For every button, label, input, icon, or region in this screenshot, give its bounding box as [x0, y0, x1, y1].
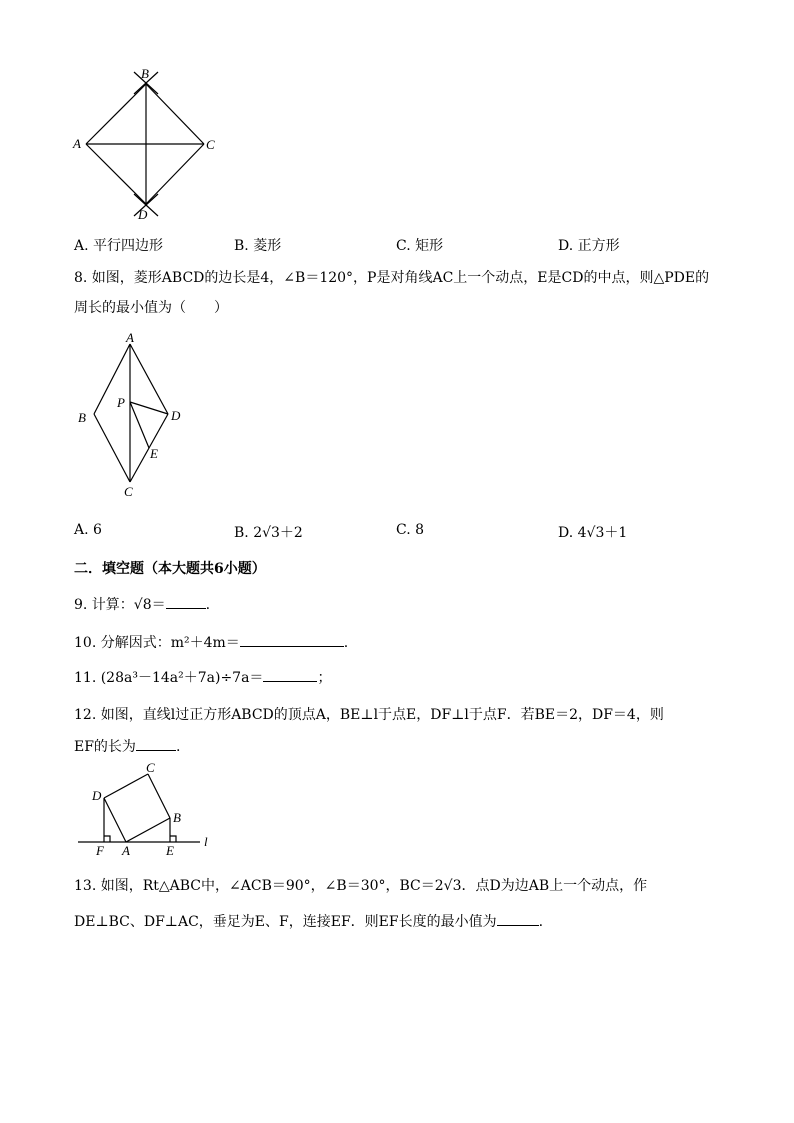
q9-stem	[74, 594, 210, 614]
q8-stem-line1: 8. 如图，菱形ABCD的边长是4，∠B＝120°，P是对角线AC上一个动点，E是CD的中点，则△PDE的	[74, 270, 710, 286]
q11-text: 11. (28a³－14a²＋7a)÷7a＝	[74, 670, 264, 686]
q11-stem	[74, 667, 331, 687]
q8-option-a[interactable]: A. 6	[74, 522, 102, 538]
q7-label-d: D	[138, 207, 148, 222]
q8-label-a: A	[126, 330, 134, 345]
q13-stem-line1: 13. 如图，Rt△ABC中，∠ACB＝90°，∠B＝30°，BC＝2√3．点D为边AB上一个动点，作	[74, 878, 648, 894]
q12-label-f: F	[96, 843, 104, 858]
q7-option-d[interactable]: D. 正方形	[558, 238, 620, 254]
q12-label-a: A	[122, 843, 130, 858]
q8-stem-line2: 周长的最小值为（ ）	[74, 300, 228, 316]
q7-figure	[70, 64, 230, 224]
q8-label-c: C	[124, 484, 133, 499]
q8-label-d: D	[171, 408, 181, 423]
q12-text: EF的长为	[74, 739, 136, 755]
q8-option-c[interactable]: C. 8	[396, 522, 425, 538]
q8-option-d[interactable]: D. 4√3＋1	[558, 525, 628, 541]
q11-answer-blank[interactable]	[263, 667, 317, 682]
q7-option-a[interactable]: A. 平行四边形	[74, 238, 164, 254]
q7-label-a: A	[73, 136, 81, 151]
q13-text: DE⊥BC、DF⊥AC，垂足为E、F，连接EF．则EF长度的最小值为	[74, 914, 497, 930]
section-title: 二．填空题（本大题共6小题）	[74, 561, 266, 577]
q8-figure	[72, 330, 192, 502]
q8-label-p: P	[117, 395, 125, 410]
q12-label-c: C	[146, 760, 155, 775]
q10-answer-blank[interactable]	[240, 632, 344, 647]
q8-label-e: E	[150, 446, 158, 461]
q12-label-l: l	[204, 834, 208, 849]
q12-stem-line2	[74, 736, 180, 756]
q13-stem-line2	[74, 911, 543, 931]
q7-label-b: B	[141, 66, 149, 81]
q12-figure	[76, 760, 216, 860]
q13-answer-blank[interactable]	[497, 911, 539, 926]
q8-label-b: B	[78, 410, 86, 425]
q13-tail: .	[538, 914, 544, 930]
q12-label-d: D	[92, 788, 102, 803]
q7-option-b[interactable]: B. 菱形	[234, 238, 282, 254]
q7-option-c[interactable]: C. 矩形	[396, 238, 444, 254]
q9-tail: .	[205, 597, 211, 613]
q10-tail: .	[343, 635, 349, 651]
q7-label-c: C	[206, 137, 215, 152]
q12-answer-blank[interactable]	[136, 736, 176, 751]
q12-tail: .	[175, 739, 181, 755]
q11-tail: ；	[317, 670, 332, 686]
q12-stem-line1: 12. 如图，直线l过正方形ABCD的顶点A，BE⊥l于点E，DF⊥l于点F．若BE＝2，DF＝4，则	[74, 707, 664, 723]
q8-option-b[interactable]: B. 2√3＋2	[234, 525, 303, 541]
q12-label-e: E	[166, 843, 174, 858]
q9-answer-blank[interactable]	[166, 594, 206, 609]
q10-text: 10. 分解因式：m²＋4m＝	[74, 635, 240, 651]
q12-label-b: B	[173, 810, 181, 825]
q10-stem	[74, 632, 348, 652]
q9-text: 9. 计算：√8＝	[74, 597, 166, 613]
